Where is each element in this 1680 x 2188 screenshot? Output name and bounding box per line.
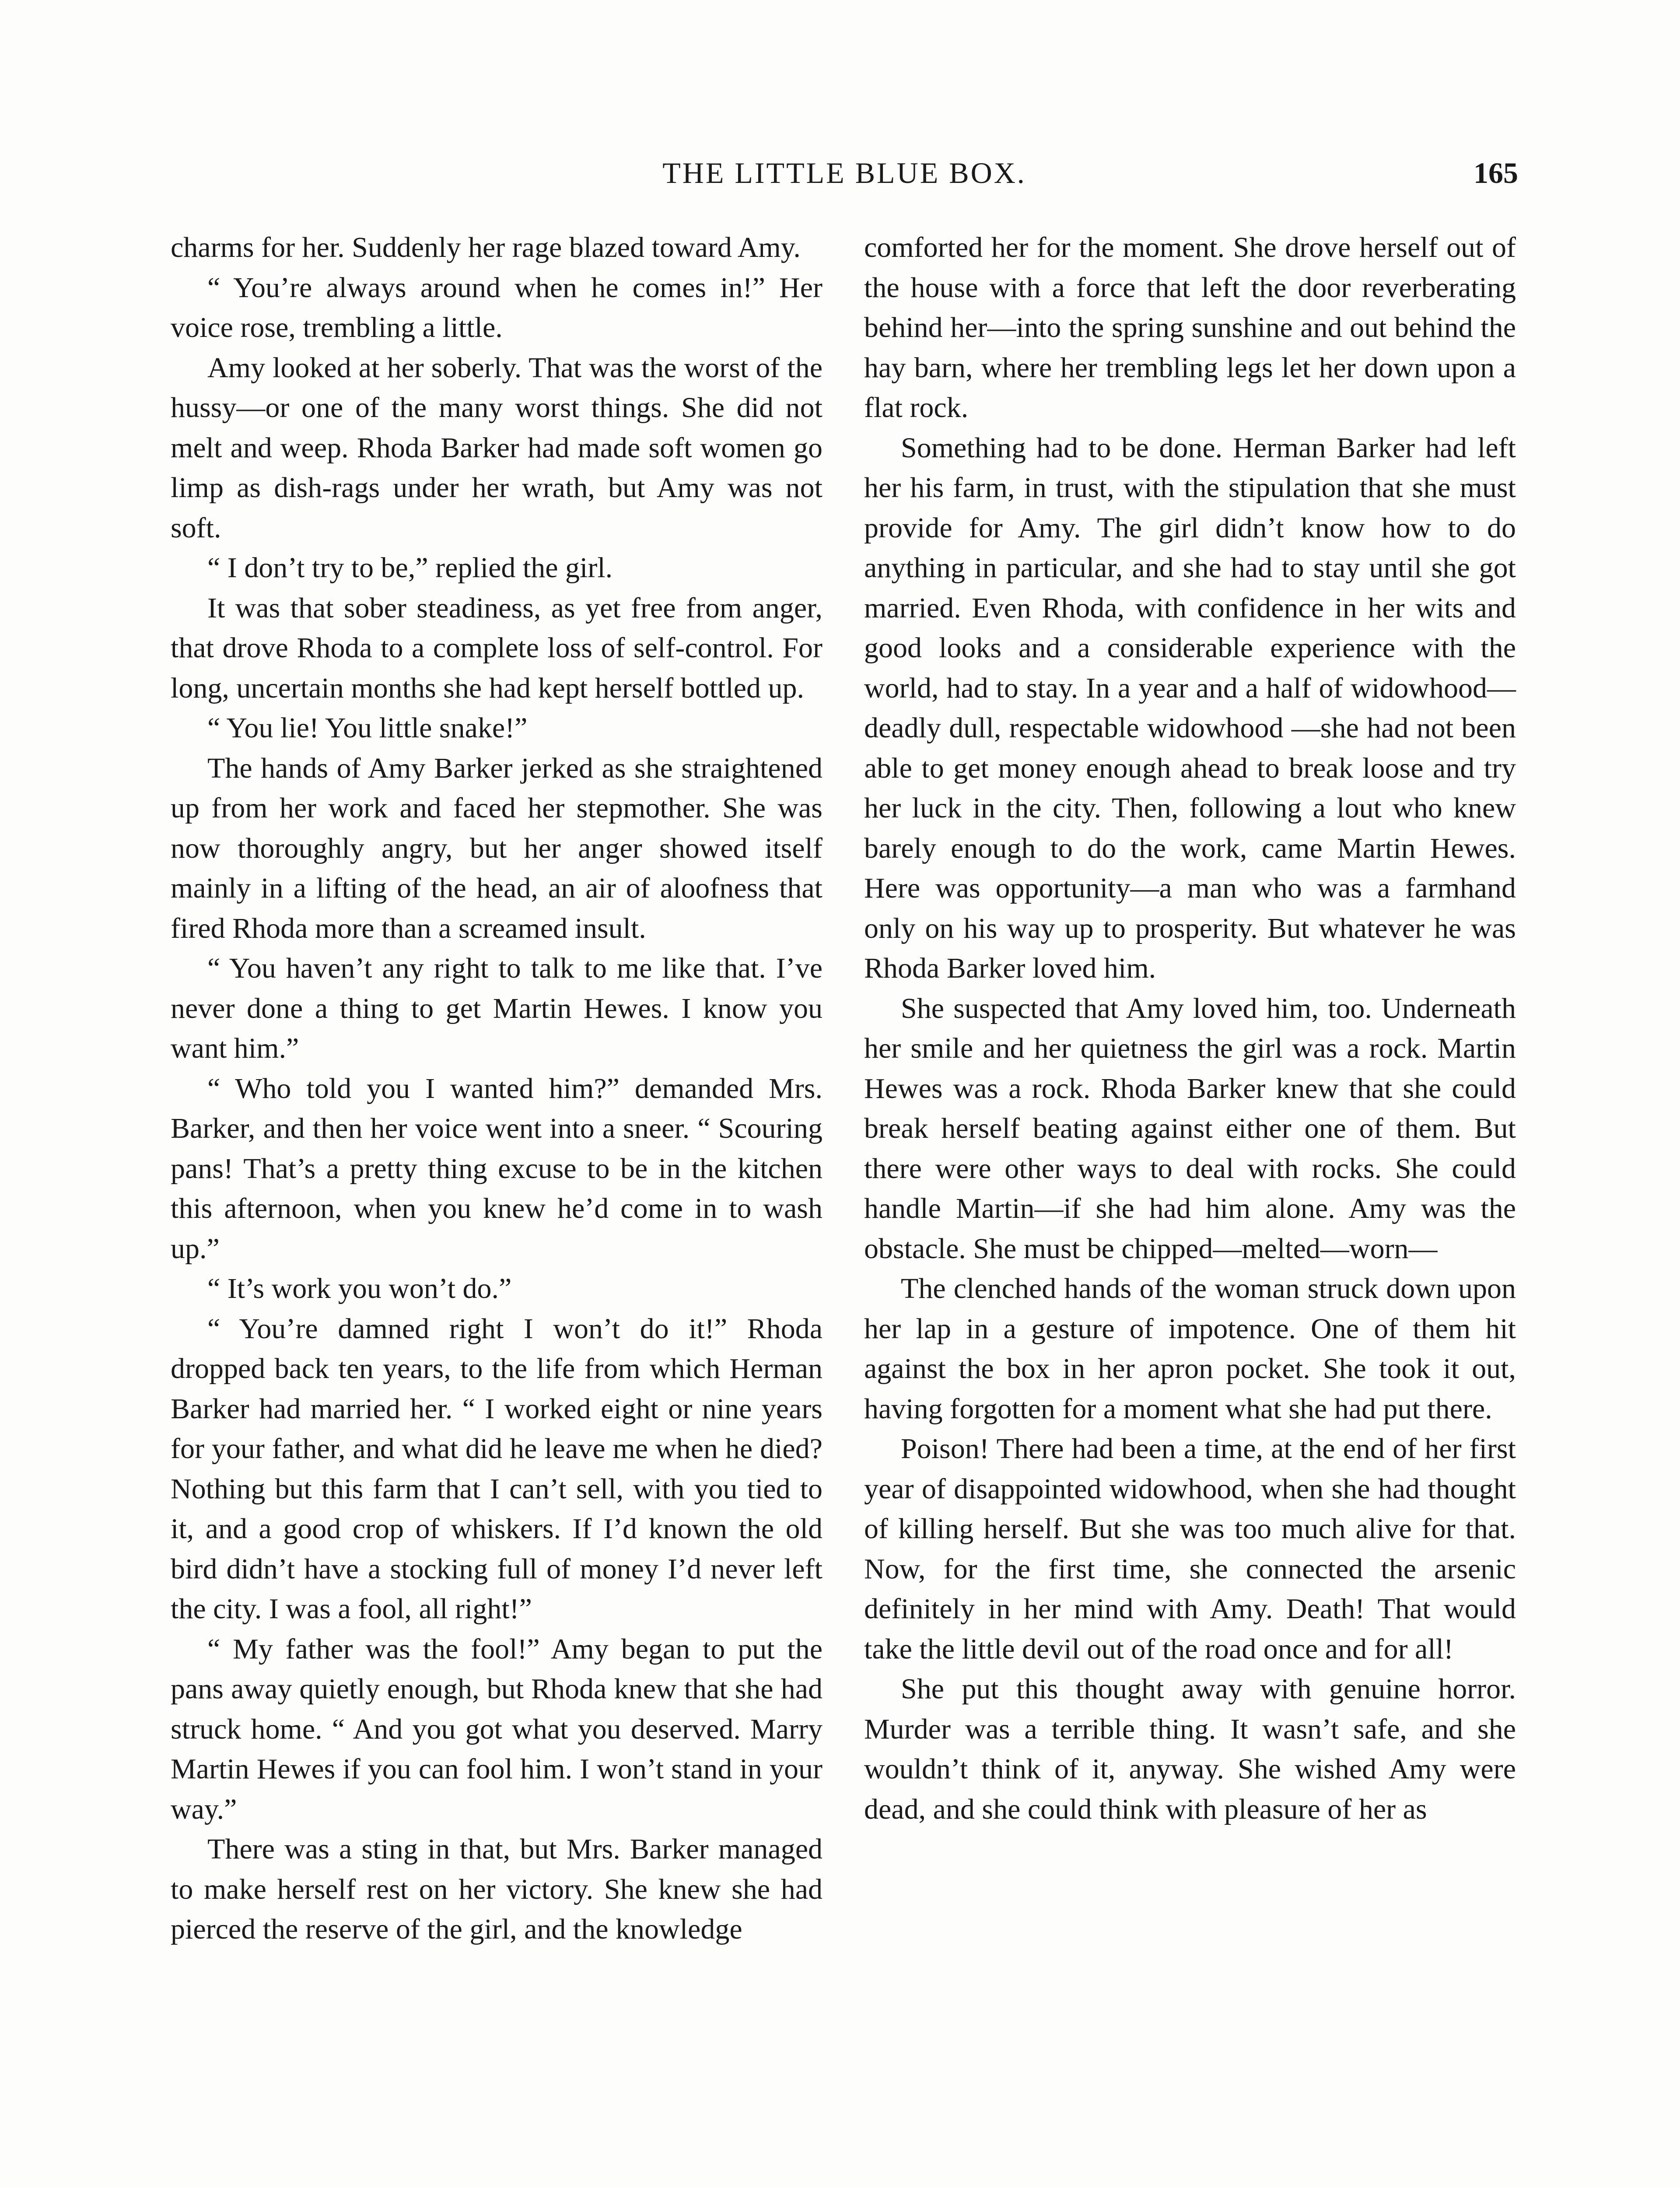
paragraph: comforted her for the moment. She drove herself out of the house with a force that left the door reverberating behind her—into the spring sunshine and out behind the hay barn, where her trembling legs let her down upon a flat rock.	[864, 231, 1516, 424]
paragraph: “ You’re damned right I won’t do it!” Rhoda dropped back ten years, to the life from which Herman Barker had married her. “ I worked eight or nine years for your father, and what did he leave me when he died? Nothing but this farm that I can’t sell, with you tied to it, and a good crop of whiskers. If I’d known the old bird didn’t have a stocking full of money I’d never left the city. I was a fool, all right!”	[171, 1312, 822, 1625]
paragraph: The hands of Amy Barker jerked as she straightened up from her work and faced her stepmother. She was now thoroughly angry, but her anger showed itself mainly in a lifting of the head, an air of aloofness that fired Rhoda more than a screamed insult.	[171, 752, 822, 944]
page-number: 165	[1474, 156, 1518, 189]
paragraph: “ It’s work you won’t do.”	[207, 1273, 512, 1304]
paragraph: “ You’re always around when he comes in!” Her voice rose, trembling a little.	[171, 271, 822, 344]
paragraph: There was a sting in that, but Mrs. Barker managed to make herself rest on her victory. She knew she had pierced the reserve of the girl, and the knowledge	[171, 1833, 822, 1945]
paragraph: charms for her. Suddenly her rage blazed toward Amy.	[171, 231, 801, 263]
paragraph: The clenched hands of the woman struck down upon her lap in a gesture of impotence. One of them hit against the box in her apron pocket. She took it out, having forgotten for a moment what she had put there.	[864, 1273, 1516, 1425]
paragraph: Amy looked at her soberly. That was the worst of the hussy—or one of the many worst things. She did not melt and weep. Rhoda Barker had made soft women go limp as dish-rags under her wrath, but Amy was not soft.	[171, 351, 822, 544]
running-title: THE LITTLE BLUE BOX.	[662, 156, 1026, 189]
paragraph: “ I don’t try to be,” replied the girl.	[207, 552, 613, 584]
paragraph: She put this thought away with genuine horror. Murder was a terrible thing. It wasn’t safe, and she wouldn’t think of it, anyway. She wished Amy were dead, and she could think with pleasure of her as	[864, 1673, 1516, 1825]
paragraph: Poison! There had been a time, at the end of her first year of disappointed widowhood, when she had thought of killing herself. But she was too much alive for that. Now, for the first time, she connected the arsenic definitely in her mind with Amy. Death! That would take the little devil out of the road once and for all!	[864, 1433, 1516, 1665]
paragraph: She suspected that Amy loved him, too. Underneath her smile and her quietness the girl was a rock. Martin Hewes was a rock. Rhoda Barker knew that she could break herself beating against either one of them. But there were other ways to deal with rocks. She could handle Martin—if she had him alone. Amy was the obstacle. She must be chipped—melted—worn—	[864, 992, 1516, 1265]
paragraph: “ My father was the fool!” Amy began to put the pans away quietly enough, but Rhoda knew that she had struck home. “ And you got what you deserved. Marry Martin Hewes if you can fool him. I won’t stand in your way.”	[171, 1633, 822, 1825]
paragraph: “ Who told you I wanted him?” demanded Mrs. Barker, and then her voice went into a sneer. “ Scouring pans! That’s a pretty thing excuse to be in the kitchen this afternoon, when you knew he’d come in to wash up.”	[171, 1072, 822, 1265]
left-text-column	[171, 228, 822, 1950]
right-text-column	[864, 228, 1516, 1829]
running-header	[171, 149, 1518, 197]
paragraph: “ You lie! You little snake!”	[207, 712, 528, 744]
paragraph: “ You haven’t any right to talk to me like that. I’ve never done a thing to get Martin Hewes. I know you want him.”	[171, 952, 822, 1064]
paragraph: It was that sober steadiness, as yet free from anger, that drove Rhoda to a complete loss of self-control. For long, uncertain months she had kept herself bottled up.	[171, 592, 822, 704]
paragraph: Something had to be done. Herman Barker had left her his farm, in trust, with the stipulation that she must provide for Amy. The girl didn’t know how to do anything in particular, and she had to stay until she got married. Even Rhoda, with confidence in her wits and good looks and a considerable experience with the world, had to stay. In a year and a half of widowhood—deadly dull, respectable widowhood —she had not been able to get money enough ahead to break loose and try her luck in the city. Then, following a lout who knew barely enough to do the work, came Martin Hewes. Here was opportunity—a man who was a farmhand only on his way up to prosperity. But whatever he was Rhoda Barker loved him.	[864, 431, 1516, 984]
